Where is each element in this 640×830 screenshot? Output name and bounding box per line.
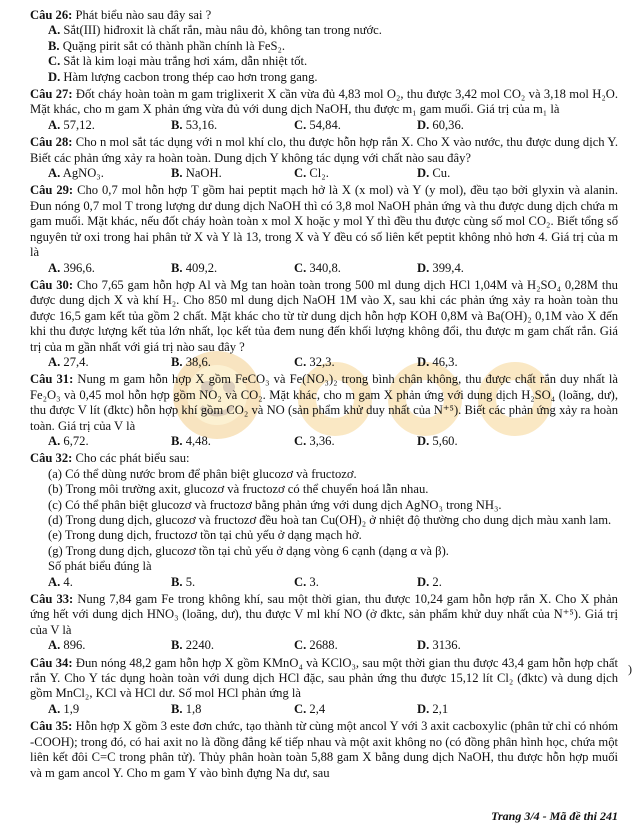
- option-b: [171, 434, 294, 449]
- option-d: [417, 118, 540, 133]
- options-row: [30, 638, 618, 653]
- option-label: C.: [294, 117, 307, 132]
- question-text: Cho 7,65 gam hỗn hợp Al và Mg tan hoàn toàn trong 500 ml dung dịch HCl 1,04M và H₂SO₄ 0,28M thu được dung dịch X và khí H₂. Cho 850 ml dung dịch NaOH 1M vào X, sau khi các phản ứng xảy ra hoàn toàn thu được 16,5 gam kết tủa gồm 2 chất. Mặt khác cho từ từ dung dịch hỗn hợp KOH 0,8M và Ba(OH)₂ 0,1M vào X đến khi thu được lượng kết tủa lớn nhất, lọc kết tủa đem nung đến khối lượng không đổi, thu được m gam chất rắn. Giá trị của m gần nhất với giá trị nào sau đây ?: [30, 277, 618, 354]
- option-text: 340,8.: [309, 260, 341, 275]
- option-c: [294, 118, 417, 133]
- option-c: [294, 575, 417, 590]
- option-label: A.: [48, 166, 61, 181]
- question-27: [30, 87, 618, 133]
- statement-item: (g) Trong dung dịch, glucozơ tồn tại chủ yếu ở dạng vòng 6 cạnh (dạng α và β).: [48, 543, 449, 558]
- question-number: Câu 35:: [30, 719, 73, 734]
- option-label: A.: [48, 574, 61, 589]
- option-b: [171, 166, 294, 181]
- option-a: [48, 575, 171, 590]
- option-text: 6,72.: [63, 433, 89, 448]
- question-text: Cho 0,7 mol hỗn hợp T gồm hai peptit mạch hở là X (x mol) và Y (y mol), đều tạo bởi glyxin và alanin. Đun nóng 0,7 mol T trong lượng dư dung dịch NaOH thì có 3,8 mol NaOH phản ứng và thu được dung dịch chứa m gam muối. Mặt khác, nếu đốt cháy hoàn toàn x mol X hoặc y mol Y thì đều thu được cùng số mol CO₂. Biết tổng số nguyên tử oxi trong hai phân tử X và Y là 13, trong X và Y đều có số liên kết peptit không nhỏ hơn 4. Giá trị của m là: [30, 183, 618, 260]
- options-row: [30, 166, 618, 181]
- options-row: [30, 118, 618, 133]
- options-row: [30, 434, 618, 449]
- option-text: 1,8: [185, 701, 202, 716]
- option-c: [294, 166, 417, 181]
- option-text: Quặng pirit sắt có thành phần chính là FeS₂.: [62, 38, 286, 53]
- option-a: [48, 434, 171, 449]
- question-text: Cho n mol sắt tác dụng với n mol khí clo, thu được hỗn hợp rắn X. Cho X vào nước, thu được dung dịch Y. Biết các phản ứng xảy ra hoàn toàn. Dung dịch Y không tác dụng với chất nào sau đây?: [30, 135, 618, 165]
- option-a: [30, 23, 618, 38]
- question-text: Hỗn hợp X gồm 3 este đơn chức, tạo thành từ cùng một ancol Y với 3 axit cacboxylic (phân tử chỉ có nhóm -COOH); trong đó, có hai axit no là đồng đẳng kế tiếp nhau và một axit không no (có đồng phân hình học, chứa một liên kết đôi C=C trong phân tử). Thủy phân hoàn toàn 5,88 gam X bằng dung dịch NaOH, thu được hỗn hợp muối và m gam ancol Y. Cho m gam Y vào bình đựng Na dư, sau: [30, 719, 618, 780]
- options-row: [30, 575, 618, 590]
- question-29: [30, 183, 618, 275]
- option-text: 38,6.: [185, 354, 211, 369]
- option-label: A.: [48, 354, 61, 369]
- option-d: [417, 638, 540, 653]
- option-text: 896.: [63, 638, 86, 653]
- statement-item: (a) Có thể dùng nước brom để phân biệt glucozơ và fructozơ.: [48, 466, 357, 481]
- option-label: B.: [171, 260, 183, 275]
- question-stem: [30, 278, 618, 355]
- option-text: 53,16.: [185, 117, 218, 132]
- statement-item: (c) Có thể phân biệt glucozơ và fructozơ bằng phản ứng với dung dịch AgNO₃ trong NH₃.: [48, 497, 502, 512]
- option-b: [171, 118, 294, 133]
- option-text: 396,6.: [63, 260, 95, 275]
- option-text: 3136.: [432, 638, 461, 653]
- question-stem: [30, 451, 618, 466]
- question-stem: [30, 656, 618, 702]
- option-a: [48, 118, 171, 133]
- option-b: [171, 261, 294, 276]
- option-text: 27,4.: [63, 354, 89, 369]
- option-label: B.: [171, 701, 183, 716]
- option-label: D.: [48, 69, 61, 84]
- option-label: C.: [294, 701, 307, 716]
- edge-mark: ): [628, 662, 632, 676]
- option-label: D.: [417, 638, 430, 653]
- option-a: [48, 355, 171, 370]
- option-text: AgNO₃.: [62, 166, 104, 181]
- option-label: D.: [417, 117, 430, 132]
- question-35: [30, 719, 618, 781]
- option-text: 32,3.: [309, 354, 335, 369]
- question-number: Câu 28:: [30, 135, 73, 150]
- option-label: D.: [417, 574, 430, 589]
- option-label: A.: [48, 701, 61, 716]
- option-text: 2,4: [309, 701, 326, 716]
- option-text: 5.: [185, 574, 196, 589]
- option-label: C.: [294, 166, 307, 181]
- option-text: Cu.: [432, 166, 451, 181]
- statement-item: (e) Trong dung dịch, fructozơ tồn tại chủ yếu ở dạng mạch hở.: [48, 528, 362, 543]
- question-30: [30, 278, 618, 370]
- exam-page: [30, 8, 618, 783]
- option-label: D.: [417, 433, 430, 448]
- option-a: [48, 261, 171, 276]
- options-row: [30, 261, 618, 276]
- option-b: [171, 355, 294, 370]
- option-label: C.: [294, 638, 307, 653]
- option-d: [417, 261, 540, 276]
- option-label: D.: [417, 166, 430, 181]
- statement-item: (d) Trong dung dịch, glucozơ và fructozơ đều hoà tan Cu(OH)₂ ở nhiệt độ thường cho dung dịch màu xanh lam.: [48, 513, 612, 527]
- question-26: [30, 8, 618, 85]
- option-label: C.: [48, 54, 61, 69]
- option-b: [171, 702, 294, 717]
- question-stem: [30, 592, 618, 638]
- option-text: Hàm lượng cacbon trong thép cao hơn trong gang.: [63, 69, 318, 84]
- option-b: [171, 638, 294, 653]
- option-label: B.: [48, 38, 60, 53]
- option-label: C.: [294, 260, 307, 275]
- question-34: [30, 656, 618, 718]
- option-c: [294, 638, 417, 653]
- option-label: D.: [417, 701, 430, 716]
- option-text: 1,9: [63, 701, 80, 716]
- question-number: Câu 29:: [30, 183, 74, 198]
- option-a: [48, 638, 171, 653]
- statement-item: Số phát biểu đúng là: [48, 559, 152, 574]
- question-number: Câu 32:: [30, 451, 73, 466]
- option-label: C.: [294, 433, 307, 448]
- option-b: [171, 575, 294, 590]
- option-c: [294, 434, 417, 449]
- option-c: [30, 54, 618, 69]
- option-label: B.: [171, 574, 183, 589]
- option-text: 4.: [63, 574, 73, 589]
- option-text: 3,36.: [309, 433, 335, 448]
- question-stem: [30, 719, 618, 781]
- option-d: [417, 702, 540, 717]
- option-d: [417, 575, 540, 590]
- option-a: [48, 166, 171, 181]
- question-stem: [30, 135, 618, 166]
- statement-item: (b) Trong môi trường axit, glucozơ và fructozơ có thể chuyển hoá lẫn nhau.: [48, 482, 429, 497]
- option-text: 60,36.: [432, 117, 464, 132]
- option-text: Cl₂.: [309, 166, 329, 181]
- option-c: [294, 702, 417, 717]
- option-label: B.: [171, 433, 183, 448]
- question-stem: [30, 8, 618, 23]
- option-text: 409,2.: [185, 260, 218, 275]
- question-stem: [30, 183, 618, 260]
- option-text: 54,84.: [309, 117, 341, 132]
- option-label: A.: [48, 433, 61, 448]
- question-number: Câu 27:: [30, 87, 73, 102]
- option-text: 399,4.: [432, 260, 464, 275]
- option-text: 4,48.: [185, 433, 211, 448]
- option-d: [30, 70, 618, 85]
- option-text: Sắt là kim loại màu trắng hơi xám, dẫn nhiệt tốt.: [63, 54, 308, 69]
- question-31: [30, 372, 618, 449]
- option-label: C.: [294, 354, 307, 369]
- option-label: A.: [48, 23, 61, 38]
- option-label: B.: [171, 638, 183, 653]
- option-text: Sắt(III) hiđroxit là chất rắn, màu nâu đỏ, không tan trong nước.: [63, 23, 382, 38]
- question-33: [30, 592, 618, 654]
- option-text: 2.: [432, 574, 442, 589]
- question-stem: [30, 87, 618, 118]
- option-label: B.: [171, 354, 183, 369]
- question-28: [30, 135, 618, 181]
- question-text: Nung m gam hỗn hợp X gồm FeCO₃ và Fe(NO₃)₂ trong bình chân không, thu được chất rắn duy nhất là Fe₂O₃ và 0,45 mol hỗn hợp gồm NO₂ và CO₂. Mặt khác, cho m gam X phản ứng với dung dịch H₂SO₄ (loãng, dư), thu được V lít (đktc) hỗn hợp khí gồm CO₂ và NO (sản phẩm khử duy nhất của N⁺⁵). Biết các phản ứng xảy ra hoàn toàn. Giá trị của V là: [30, 372, 618, 433]
- option-label: A.: [48, 638, 61, 653]
- option-text: 57,12.: [63, 117, 95, 132]
- option-a: [48, 702, 171, 717]
- option-c: [294, 261, 417, 276]
- question-number: Câu 26:: [30, 8, 73, 22]
- question-32: [30, 451, 618, 590]
- question-stem: [30, 372, 618, 434]
- question-text: Nung 7,84 gam Fe trong không khí, sau một thời gian, thu được 10,24 gam hỗn hợp rắn X. Cho X phản ứng hết với dung dịch HNO₃ (loãng, dư), thu được V ml khí NO (ở đktc, sản phẩm khử duy nhất của N⁺⁵). Giá trị của V là: [30, 592, 618, 637]
- question-number: Câu 34:: [30, 655, 73, 670]
- option-label: B.: [171, 117, 183, 132]
- option-label: C.: [294, 574, 307, 589]
- option-label: A.: [48, 117, 61, 132]
- page-footer: Trang 3/4 - Mã đề thi 241: [491, 808, 618, 823]
- question-number: Câu 31:: [30, 372, 74, 387]
- option-text: 2,1: [432, 701, 449, 716]
- question-number: Câu 33:: [30, 592, 74, 607]
- question-text: Phát biểu nào sau đây sai ?: [75, 8, 212, 22]
- question-text: Đốt cháy hoàn toàn m gam triglixerit X cần vừa đủ 4,83 mol O₂, thu được 3,42 mol CO₂ và 3,18 mol H₂O. Mặt khác, cho m gam X phản ứng vừa đủ với dung dịch NaOH, thu được m₁ gam muối. Giá trị của m₁ là: [30, 87, 618, 117]
- option-c: [294, 355, 417, 370]
- question-text: Cho các phát biểu sau:: [75, 451, 190, 466]
- options-row: [30, 702, 618, 717]
- option-label: A.: [48, 260, 61, 275]
- option-text: NaOH.: [185, 166, 222, 181]
- option-d: [417, 355, 540, 370]
- option-d: [417, 166, 540, 181]
- options-row: [30, 355, 618, 370]
- option-b: [30, 39, 618, 54]
- option-label: D.: [417, 354, 430, 369]
- option-label: B.: [171, 166, 183, 181]
- option-d: [417, 434, 540, 449]
- option-text: 2688.: [309, 638, 338, 653]
- option-label: D.: [417, 260, 430, 275]
- option-text: 46,3.: [432, 354, 458, 369]
- question-number: Câu 30:: [30, 277, 74, 292]
- question-text: Đun nóng 48,2 gam hỗn hợp X gồm KMnO₄ và KClO₃, sau một thời gian thu được 43,4 gam hỗn hợp chất rắn Y. Cho Y tác dụng hoàn toàn với dung dịch HCl đặc, sau phản ứng thu được 15,12 lít Cl₂ (đktc) và dung dịch gồm MnCl₂, KCl và HCl dư. Số mol HCl phản ứng là: [30, 655, 618, 701]
- option-text: 3.: [309, 574, 319, 589]
- option-text: 2240.: [185, 638, 215, 653]
- option-text: 5,60.: [432, 433, 458, 448]
